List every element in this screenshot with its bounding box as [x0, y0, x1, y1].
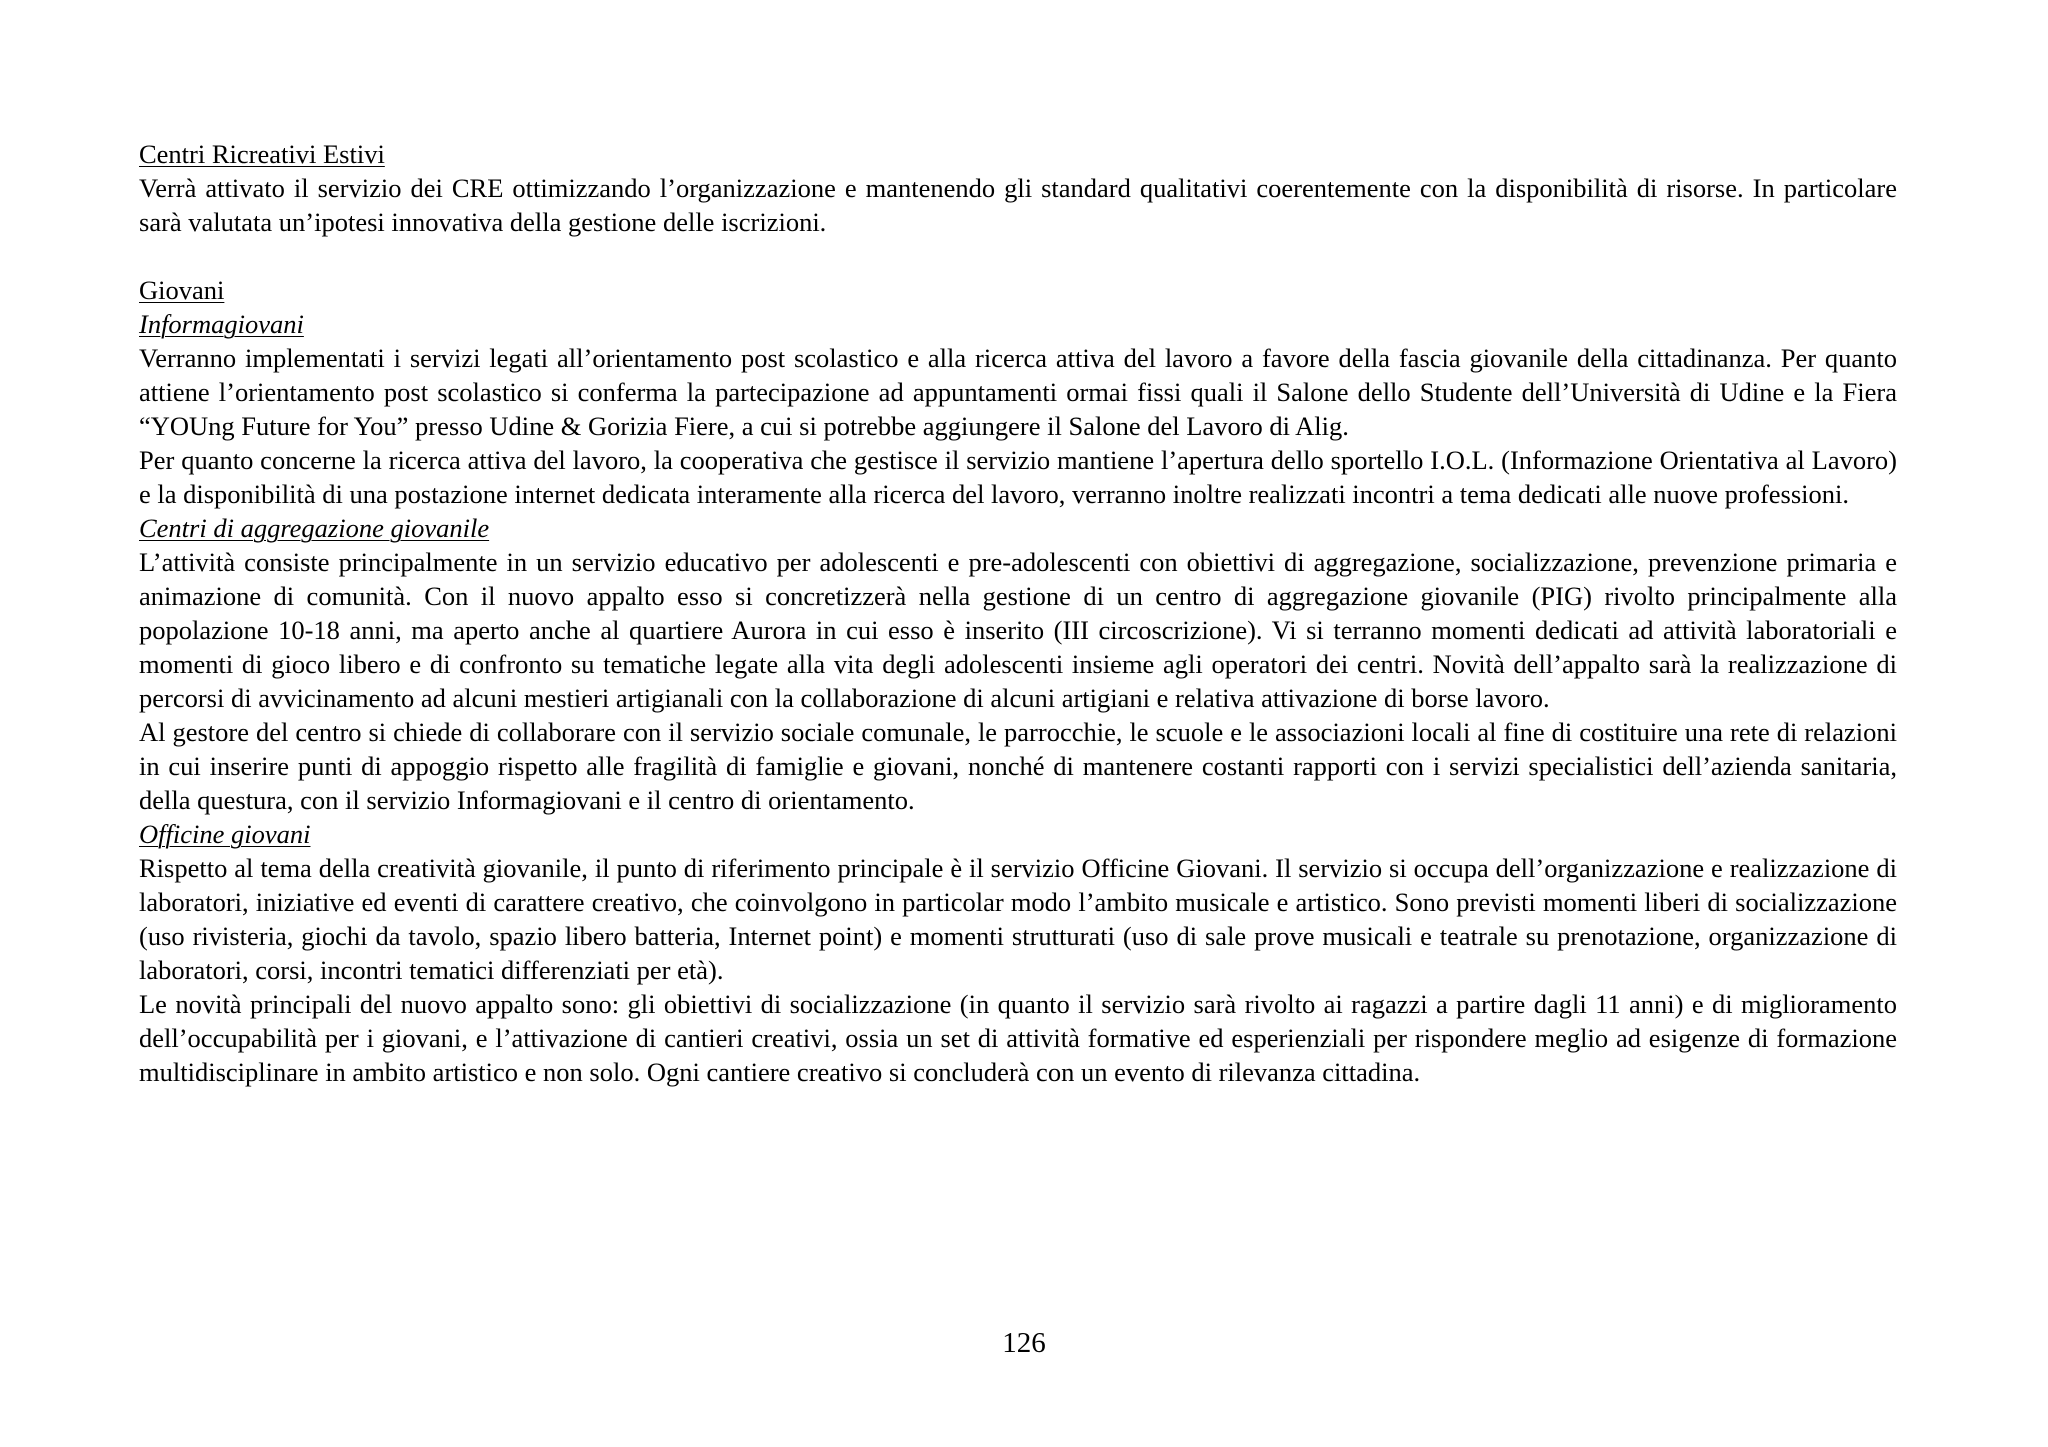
paragraph-informagiovani-2: Per quanto concerne la ricerca attiva del lavoro, la cooperativa che gestisce il servizio mantiene l’apertura dello sportello I.O.L. (Informazione Orientativa al Lavoro) e la disponibilità di una postazione internet dedicata interamente alla ricerca del lavoro, verranno inoltre realizzati incontri a tema dedicati alle nuove professioni. — [139, 445, 1897, 509]
paragraph-informagiovani-1: Verranno implementati i servizi legati all’orientamento post scolastico e alla ricerca attiva del lavoro a favore della fascia giovanile della cittadinanza. Per quanto attiene l’orientamento post scolastico si conferma la partecipazione ad appuntamenti ormai fissi quali il Salone dello Studente dell’Università di Udine e la Fiera “YOUng Future for You” presso Udine & Gorizia Fiere, a cui si potrebbe aggiungere il Salone del Lavoro di Alig. — [139, 343, 1897, 441]
paragraph-cre: Verrà attivato il servizio dei CRE ottimizzando l’organizzazione e mantenendo gli standard qualitativi coerentemente con la disponibilità di risorse. In particolare sarà valutata un’ipotesi innovativa della gestione delle iscrizioni. — [139, 173, 1897, 237]
section-spacer — [139, 239, 1897, 273]
section-heading-giovani: Giovani — [139, 275, 225, 305]
subheading-officine: Officine giovani — [139, 819, 311, 849]
paragraph-aggregazione-2: Al gestore del centro si chiede di collaborare con il servizio sociale comunale, le parrocchie, le scuole e le associazioni locali al fine di costituire una rete di relazioni in cui inserire punti di appoggio rispetto alle fragilità di famiglie e giovani, nonché di mantenere costanti rapporti con i servizi specialistici dell’azienda sanitaria, della questura, con il servizio Informagiovani e il centro di orientamento. — [139, 717, 1897, 815]
section-heading-cre: Centri Ricreativi Estivi — [139, 139, 385, 169]
page-number: 126 — [1002, 1327, 1046, 1359]
paragraph-officine-1: Rispetto al tema della creatività giovanile, il punto di riferimento principale è il servizio Officine Giovani. Il servizio si occupa dell’organizzazione e realizzazione di laboratori, iniziative ed eventi di carattere creativo, che coinvolgono in particolar modo l’ambito musicale e artistico. Sono previsti momenti liberi di socializzazione (uso rivisteria, giochi da tavolo, spazio libero batteria, Internet point) e momenti strutturati (uso di sale prove musicali e teatrale su prenotazione, organizzazione di laboratori, corsi, incontri tematici differenziati per età). — [139, 853, 1897, 985]
subheading-informagiovani: Informagiovani — [139, 309, 304, 339]
paragraph-aggregazione-1: L’attività consiste principalmente in un servizio educativo per adolescenti e pre-adolescenti con obiettivi di aggregazione, socializzazione, prevenzione primaria e animazione di comunità. Con il nuovo appalto esso si concretizzerà nella gestione di un centro di aggregazione giovanile (PIG) rivolto principalmente alla popolazione 10-18 anni, ma aperto anche al quartiere Aurora in cui esso è inserito (III circoscrizione). Vi si terranno momenti dedicati ad attività laboratoriali e momenti di gioco libero e di confronto su tematiche legate alla vita degli adolescenti insieme agli operatori dei centri. Novità dell’appalto sarà la realizzazione di percorsi di avvicinamento ad alcuni mestieri artigianali con la collaborazione di alcuni artigiani e relativa attivazione di borse lavoro. — [139, 547, 1897, 713]
document-body — [139, 137, 1897, 1089]
subheading-aggregazione: Centri di aggregazione giovanile — [139, 513, 490, 543]
paragraph-officine-2: Le novità principali del nuovo appalto sono: gli obiettivi di socializzazione (in quanto il servizio sarà rivolto ai ragazzi a partire dagli 11 anni) e di miglioramento dell’occupabilità per i giovani, e l’attivazione di cantieri creativi, ossia un set di attività formative ed esperienziali per rispondere meglio ad esigenze di formazione multidisciplinare in ambito artistico e non solo. Ogni cantiere creativo si concluderà con un evento di rilevanza cittadina. — [139, 989, 1897, 1087]
